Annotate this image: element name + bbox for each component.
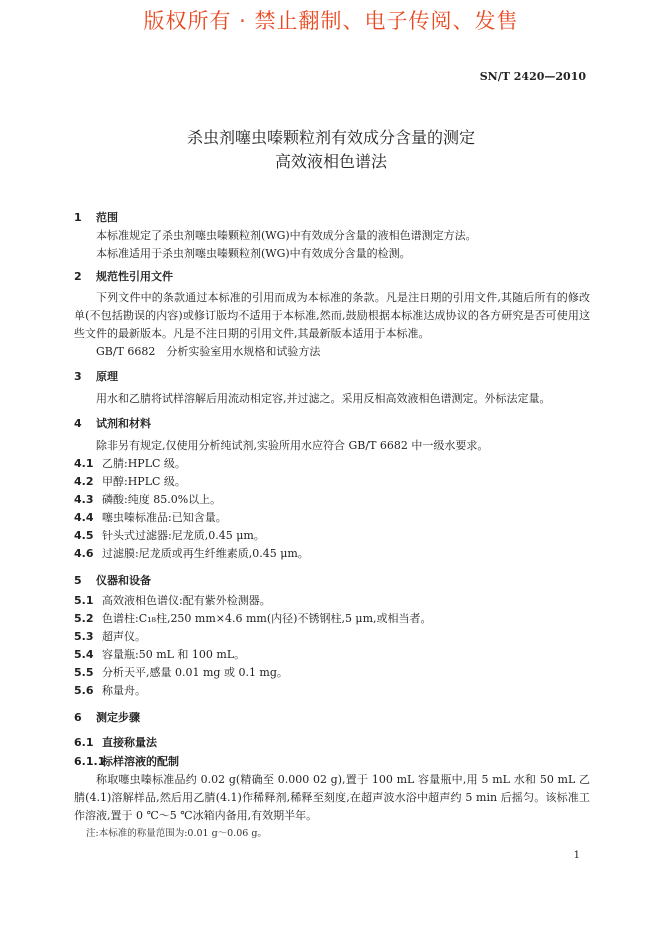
item-number: 4.2 — [74, 475, 94, 488]
paragraph: 除非另有规定,仅使用分析纯试剂,实验所用水应符合 GB/T 6682 中一级水要求。 — [96, 439, 489, 452]
section-title: 范围 — [96, 211, 118, 224]
section-heading — [74, 708, 590, 727]
section-number: 4 — [74, 417, 82, 430]
list-item — [74, 664, 590, 682]
copyright-watermark: 版权所有 · 禁止翻制、电子传阅、发售 — [143, 9, 519, 33]
note: 注:本标准的称量范围为:0.01 g～0.06 g。 — [86, 828, 267, 839]
item-text: 容量瓶:50 mL 和 100 mL。 — [102, 648, 246, 661]
item-text: 超声仪。 — [102, 630, 146, 643]
list-item — [74, 628, 590, 646]
subsection-number: 6.1.1 — [74, 755, 106, 768]
item-number: 5.4 — [74, 648, 94, 661]
item-text: 噻虫嗪标准品:已知含量。 — [102, 511, 227, 524]
item-number: 4.1 — [74, 457, 94, 470]
paragraph: 本标准适用于杀虫剂噻虫嗪颗粒剂(WG)中有效成分含量的检测。 — [96, 247, 411, 260]
list-item — [74, 527, 590, 545]
section-heading — [74, 367, 590, 386]
section-heading — [74, 414, 590, 433]
list-item — [74, 592, 590, 610]
subsection-heading — [74, 733, 590, 752]
standard-number: SN/T 2420—2010 — [479, 70, 586, 83]
item-number: 4.5 — [74, 529, 94, 542]
title-line-2: 高效液相色谱法 — [274, 152, 387, 171]
item-text: 乙腈:HPLC 级。 — [102, 457, 186, 470]
section-title: 仪器和设备 — [96, 574, 151, 587]
item-text: 针头式过滤器:尼龙质,0.45 μm。 — [102, 529, 265, 542]
item-number: 4.3 — [74, 493, 94, 506]
paragraph: 用水和乙腈将试样溶解后用流动相定容,并过滤之。采用反相高效液相色谱测定。外标法定量。 — [96, 392, 551, 405]
section-number: 2 — [74, 270, 82, 283]
list-item — [74, 610, 590, 628]
item-text: 甲醇:HPLC 级。 — [102, 475, 186, 488]
item-number: 5.6 — [74, 684, 94, 697]
item-number: 5.3 — [74, 630, 94, 643]
paragraph: 本标准规定了杀虫剂噻虫嗪颗粒剂(WG)中有效成分含量的液相色谱测定方法。 — [96, 229, 477, 242]
subsection-heading — [74, 752, 590, 771]
item-number: 4.4 — [74, 511, 94, 524]
section-heading — [74, 267, 590, 286]
item-text: 分析天平,感量 0.01 mg 或 0.1 mg。 — [102, 666, 288, 679]
section-number: 3 — [74, 370, 82, 383]
section-number: 6 — [74, 711, 82, 724]
section-number: 1 — [74, 211, 82, 224]
section-number: 5 — [74, 574, 82, 587]
section-title: 原理 — [96, 370, 118, 383]
subsection-title: 标样溶液的配制 — [102, 755, 179, 768]
item-number: 5.1 — [74, 594, 94, 607]
section-title: 测定步骤 — [96, 711, 140, 724]
item-number: 4.6 — [74, 547, 94, 560]
document-title — [0, 126, 662, 174]
paragraph: 称取噻虫嗪标准品约 0.02 g(精确至 0.000 02 g),置于 100 mL 容量瓶中,用 5 mL 水和 50 mL 乙腈(4.1)溶解样品,然后用乙腈(4.1)作稀释剂,稀释至刻度,在超声波水浴中超声约 5 min 后摇匀。该标准工作溶液,置于 0 ℃～5 ℃冰箱内备用,有效期半年。 — [74, 773, 590, 822]
subsection-title: 直接称量法 — [102, 736, 157, 749]
document-body — [74, 208, 590, 843]
section-title: 试剂和材料 — [96, 417, 151, 430]
title-line-1: 杀虫剂噻虫嗪颗粒剂有效成分含量的测定 — [186, 128, 475, 147]
item-text: 高效液相色谱仪:配有紫外检测器。 — [102, 594, 271, 607]
item-text: 色谱柱:C₁₈柱,250 mm×4.6 mm(内径)不锈钢柱,5 μm,或相当者。 — [102, 612, 432, 625]
item-number: 5.5 — [74, 666, 94, 679]
list-item — [74, 509, 590, 527]
item-number: 5.2 — [74, 612, 94, 625]
list-item — [74, 682, 590, 700]
item-text: 称量舟。 — [102, 684, 146, 697]
paragraph: 下列文件中的条款通过本标准的引用而成为本标准的条款。凡是注日期的引用文件,其随后所有的修改单(不包括勘误的内容)或修订版均不适用于本标准,然而,鼓励根据本标准达成协议的各方研究是否可使用这些文件的最新版本。凡是不注日期的引用文件,其最新版本适用于本标准。 — [74, 291, 590, 340]
section-heading — [74, 208, 590, 227]
list-item — [74, 491, 590, 509]
section-title: 规范性引用文件 — [96, 270, 173, 283]
section-heading — [74, 571, 590, 590]
list-item — [74, 473, 590, 491]
subsection-number: 6.1 — [74, 736, 94, 749]
item-text: 过滤膜:尼龙质或再生纤维素质,0.45 μm。 — [102, 547, 309, 560]
list-item — [74, 545, 590, 563]
list-item — [74, 455, 590, 473]
reference-entry: GB/T 6682 分析实验室用水规格和试验方法 — [96, 345, 321, 358]
list-item — [74, 646, 590, 664]
page-number: 1 — [573, 850, 580, 861]
item-text: 磷酸:纯度 85.0%以上。 — [102, 493, 222, 506]
